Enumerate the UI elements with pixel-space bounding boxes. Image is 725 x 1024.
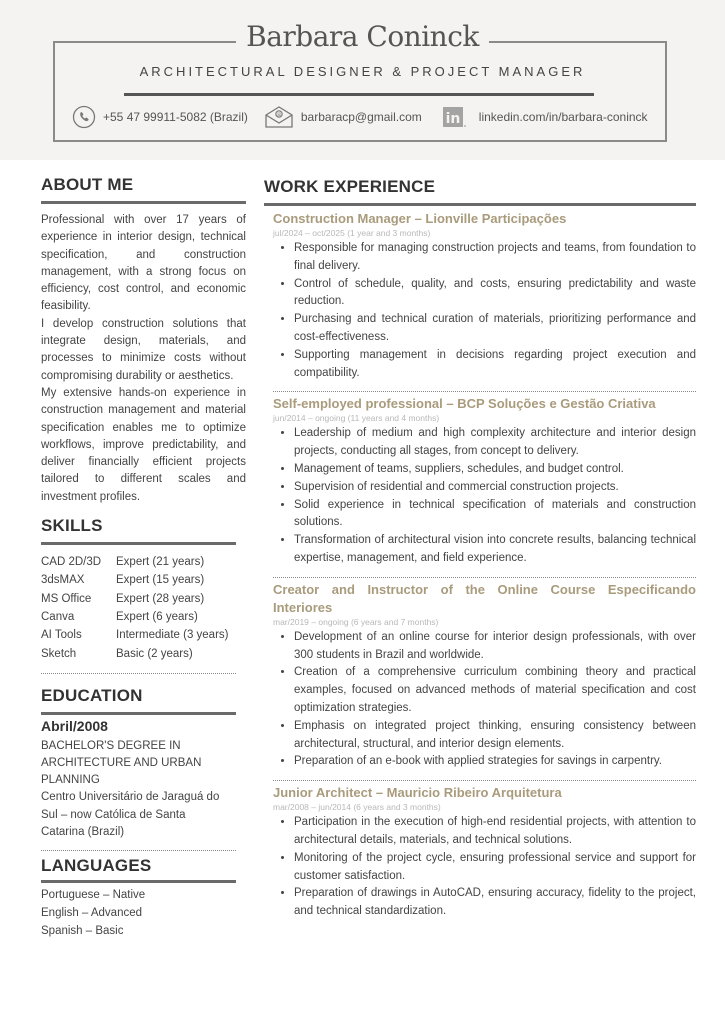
job-dates: jun/2014 – ongoing (11 years and 4 months) (273, 413, 440, 424)
skill-row (41, 553, 246, 571)
skill-name: Canva (41, 610, 75, 623)
job-bullet: • Development of an online course for interior design professionals, with over 300 students in Brazil and worldwide. (294, 629, 696, 665)
job-bullet: • Supporting management in decisions regarding project execution and compatibility. (294, 347, 696, 383)
about-paragraph-2: I develop construction solutions that integrate design, materials, and processes to minimize costs without compromising durability or aesthetics. (41, 317, 246, 382)
education-institution: Centro Universitário de Jaraguá do Sul – now Católica de Santa Catarina (Brazil) (41, 791, 220, 838)
work-rule (264, 203, 696, 206)
email-text: barbaracp@gmail.com (300, 110, 422, 124)
job-bullets (264, 814, 696, 921)
skill-level: Expert (28 years) (116, 592, 205, 605)
job-bullets (264, 629, 696, 771)
skill-name: 3dsMAX (41, 574, 85, 587)
skill-row (41, 608, 246, 626)
job-bullet: • Management of teams, suppliers, schedules, and budget control. (294, 461, 696, 479)
job-bullet: • Transformation of architectural vision into concrete results, balancing technical expertise, management, and field experience. (294, 532, 696, 568)
skill-name: CAD 2D/3D (41, 556, 102, 569)
skill-name: Sketch (41, 647, 77, 660)
job-bullet: • Control of schedule, quality, and costs, ensuring predictability and waste reduction. (294, 276, 696, 312)
skills-divider (41, 673, 236, 674)
sidebar-column (41, 175, 246, 940)
job-bullet: • Preparation of an e-book with applied strategies for savings in carpentry. (294, 753, 696, 771)
job-title: Construction Manager – Lionville Participações (273, 211, 567, 226)
skill-name: MS Office (41, 592, 92, 605)
about-title: ABOUT ME (41, 175, 134, 194)
skill-level: Expert (21 years) (116, 556, 205, 569)
language-item: Portuguese – Native (41, 889, 146, 902)
phone-icon (72, 105, 96, 129)
job-divider (273, 577, 696, 578)
job-bullets (264, 425, 696, 567)
job-entry (264, 784, 696, 921)
skills-rule (41, 542, 236, 545)
job-entry (264, 210, 696, 382)
svg-text:@: @ (276, 112, 282, 118)
about-rule (41, 201, 246, 204)
education-date: Abril/2008 (41, 717, 108, 734)
job-dates: mar/2019 – ongoing (6 years and 7 months) (273, 616, 439, 627)
job-entry (264, 395, 696, 567)
contact-linkedin[interactable] (442, 106, 648, 128)
job-entry (264, 581, 696, 771)
education-section (41, 686, 246, 851)
education-degree: BACHELOR'S DEGREE IN ARCHITECTURE AND URBAN PLANNING (41, 739, 202, 787)
contact-bar (72, 103, 662, 131)
job-dates: mar/2008 – jun/2014 (6 years and 3 months) (273, 802, 441, 813)
job-title: Junior Architect – Mauricio Ribeiro Arquitetura (273, 785, 562, 801)
skill-level: Expert (6 years) (116, 610, 198, 623)
skill-row (41, 626, 246, 644)
name-wrap (0, 20, 725, 53)
languages-title: LANGUAGES (41, 856, 152, 876)
skill-row (41, 590, 246, 608)
job-dates: jul/2024 – oct/2025 (1 year and 3 months) (273, 228, 431, 238)
header-divider (124, 93, 594, 96)
linkedin-text: linkedin.com/in/barbara-coninck (478, 110, 648, 124)
about-paragraph-3: My extensive hands-on experience in construction management and material specification enables me to optimize workflows, improve predictability, and deliver financially efficient projects tailored to different scales and investment profiles. (41, 386, 246, 503)
job-bullet: • Leadership of medium and high complexity architecture and interior design projects, conducting all stages, from concept to delivery. (294, 425, 696, 461)
skill-level: Intermediate (3 years) (116, 629, 229, 642)
job-bullet: • Supervision of residential and commercial construction projects. (294, 479, 696, 497)
education-title: EDUCATION (41, 685, 143, 705)
job-divider (273, 780, 696, 781)
skill-level: Basic (2 years) (116, 647, 193, 660)
contact-phone[interactable] (72, 105, 248, 129)
job-subtitle: ARCHITECTURAL DESIGNER & PROJECT MANAGER (139, 64, 586, 79)
language-item: English – Advanced (41, 907, 143, 920)
job-bullet: • Emphasis on integrated project thinking, ensuring consistency between architectural, structural, and interior design elements. (294, 718, 696, 754)
skill-row (41, 571, 246, 589)
languages-rule (41, 880, 236, 883)
candidate-name: Barbara Coninck (236, 20, 489, 53)
work-title: WORK EXPERIENCE (264, 177, 436, 196)
linkedin-icon (442, 106, 466, 128)
skills-title: SKILLS (41, 516, 103, 536)
languages-section (41, 856, 246, 940)
job-bullets (264, 240, 696, 382)
about-section (41, 175, 246, 506)
language-item: Spanish – Basic (41, 925, 124, 938)
about-paragraph-1: Professional with over 17 years of experience in interior design, technical specification, and construction management, with a strong focus on efficiency, cost control, and economic feasibility. (41, 214, 246, 313)
skills-section (41, 516, 246, 674)
phone-text: +55 47 99911-5082 (Brazil) (103, 110, 248, 124)
skill-name: AI Tools (41, 629, 82, 642)
job-title: Self-employed professional – BCP Soluções e Gestão Criativa (273, 396, 656, 412)
job-title: Creator and Instructor of the Online Course Especificando Interiores (273, 581, 696, 615)
job-bullet: • Participation in the execution of high-end residential projects, with attention to architectural details, materials, and technical solutions. (294, 814, 696, 850)
skill-row (41, 645, 246, 663)
job-bullet: • Preparation of drawings in AutoCAD, ensuring accuracy, fidelity to the project, and technical standardization. (294, 885, 696, 921)
education-rule (41, 712, 236, 715)
job-bullet: • Responsible for managing construction projects and teams, from foundation to final delivery. (294, 240, 696, 276)
job-bullet: • Solid experience in technical specification of materials and construction solutions. (294, 497, 696, 533)
contact-email[interactable] (264, 106, 422, 128)
job-bullet: • Monitoring of the project cycle, ensuring professional service and support for customer satisfaction. (294, 850, 696, 886)
job-divider (273, 391, 696, 392)
svg-text:in: in (445, 111, 461, 127)
main-column (264, 177, 696, 921)
job-bullet: • Creation of a comprehensive curriculum combining theory and practical examples, focused on advanced methods of material specification and cost optimization strategies. (294, 664, 696, 717)
job-bullet: • Purchasing and technical curation of materials, prioritizing performance and cost-effectiveness. (294, 311, 696, 347)
skill-level: Expert (15 years) (116, 574, 205, 587)
envelope-icon (264, 106, 294, 128)
education-divider (41, 850, 236, 851)
